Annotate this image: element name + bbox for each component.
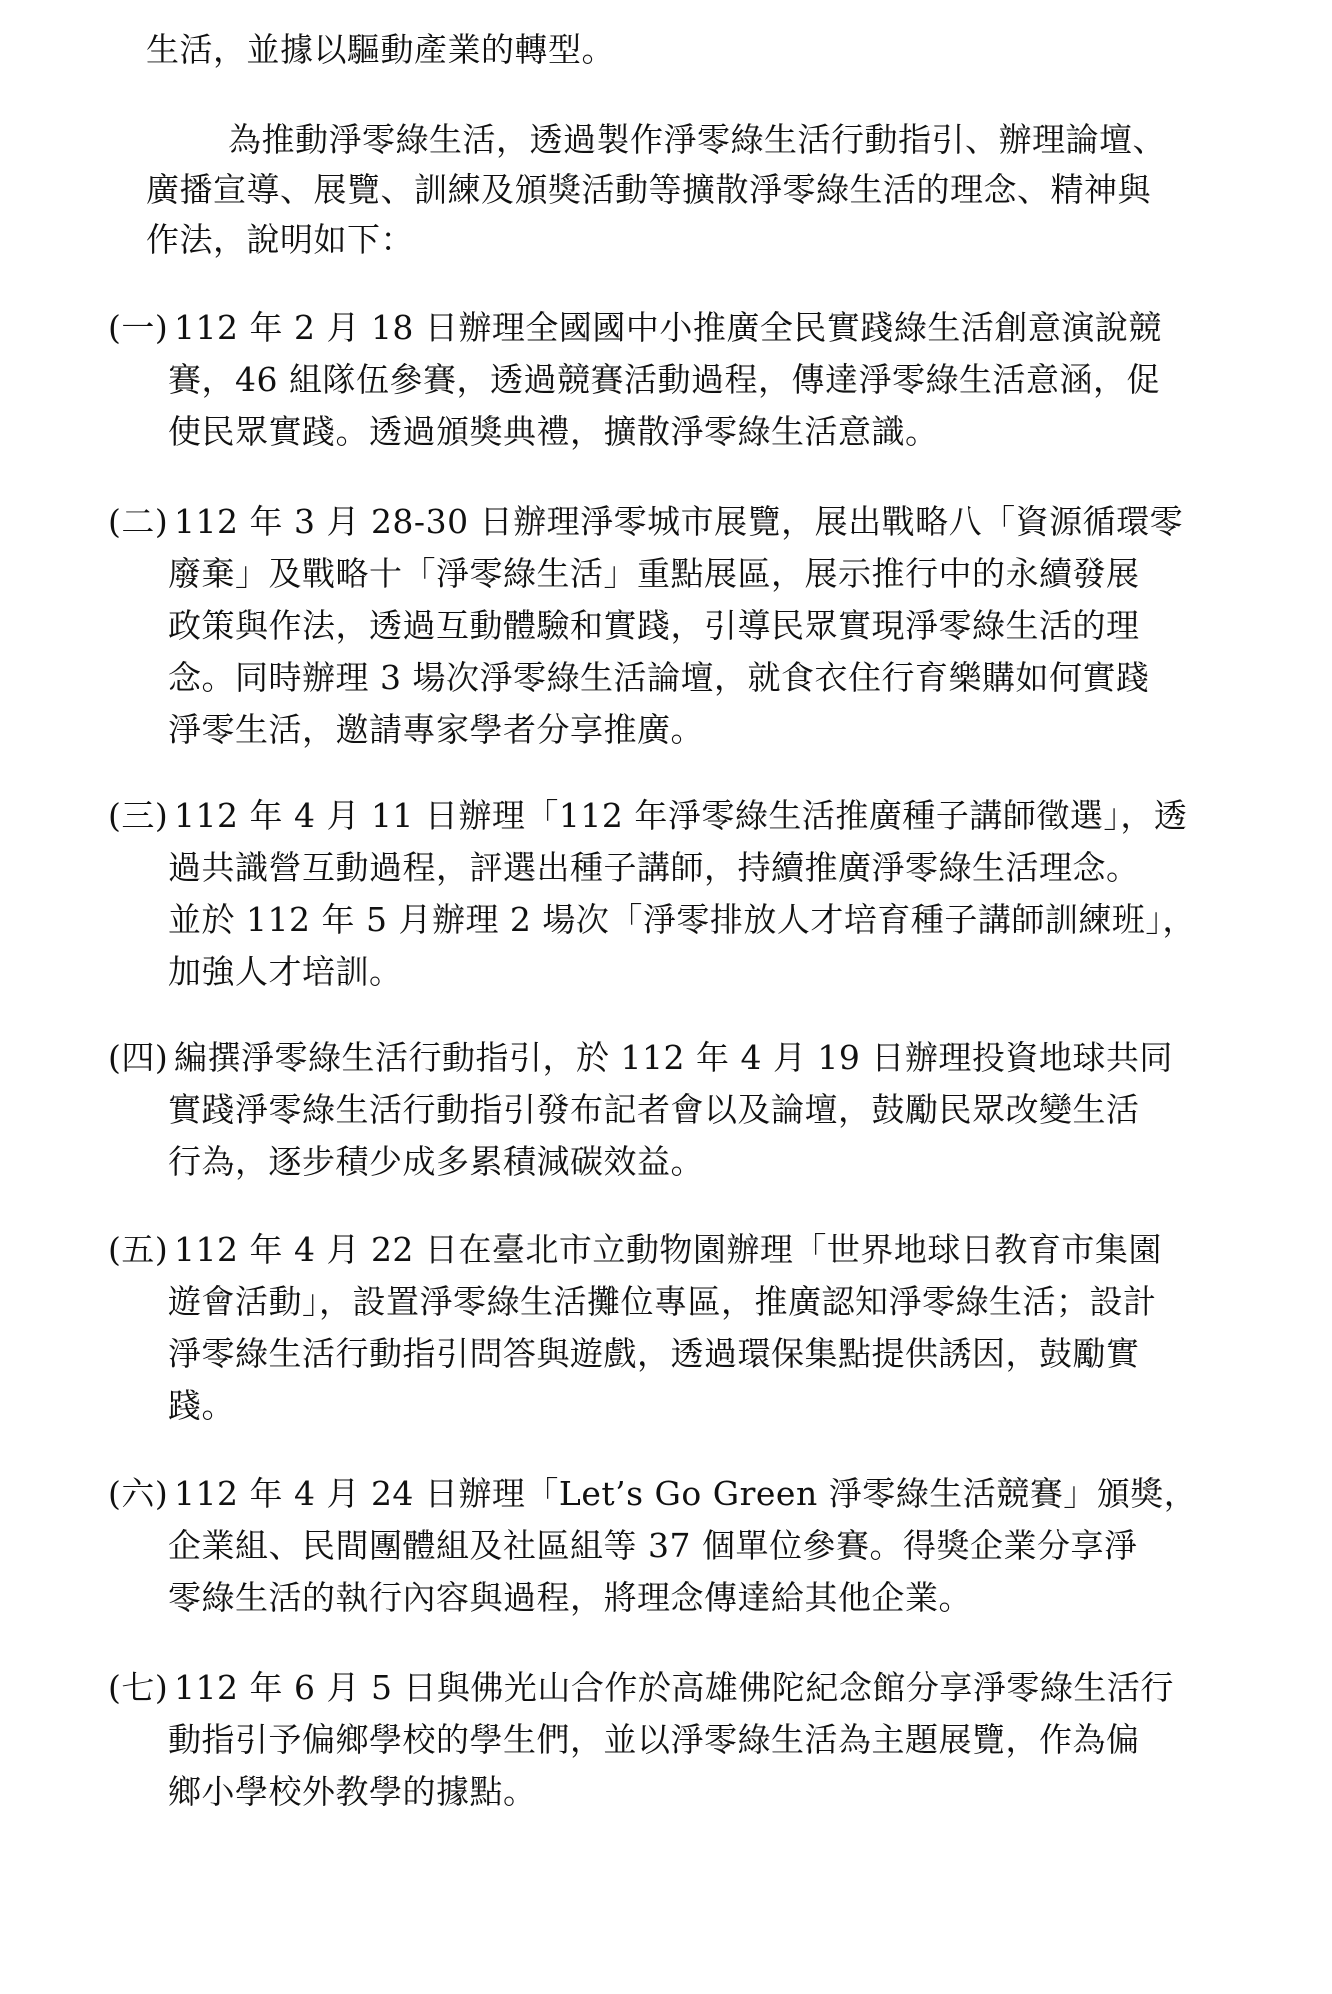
item-text-line: 淨零生活，邀請專家學者分享推廣。 xyxy=(168,710,704,749)
item-text-line: 行為，逐步積少成多累積減碳效益。 xyxy=(168,1142,704,1181)
item-text-line: 實踐淨零綠生活行動指引發布記者會以及論壇，鼓勵民眾改變生活 xyxy=(168,1090,1140,1129)
item-text-line: 企業組、民間團體組及社區組等 37 個單位參賽。得獎企業分享淨 xyxy=(168,1526,1138,1565)
item-marker: (六) xyxy=(108,1474,169,1513)
item-text-line: 112 年 4 月 24 日辦理「Let’s Go Green 淨零綠生活競賽」頒獎， xyxy=(174,1474,1198,1513)
item-marker: (一) xyxy=(108,308,169,347)
item-text-line: 鄉小學校外教學的據點。 xyxy=(168,1772,537,1811)
item-text-line: 賽，46 組隊伍參賽，透過競賽活動過程，傳達淨零綠生活意涵，促 xyxy=(168,360,1160,399)
item-text-line: 零綠生活的執行內容與過程，將理念傳達給其他企業。 xyxy=(168,1578,972,1617)
item-text-line: 加強人才培訓。 xyxy=(168,952,403,991)
intro-paragraph-line: 為推動淨零綠生活，透過製作淨零綠生活行動指引、辦理論壇、 xyxy=(228,120,1166,159)
item-text-line: 念。同時辦理 3 場次淨零綠生活論壇，就食衣住行育樂購如何實踐 xyxy=(168,658,1150,697)
item-marker: (三) xyxy=(108,796,169,835)
item-text-line: 使民眾實踐。透過頒獎典禮，擴散淨零綠生活意識。 xyxy=(168,412,939,451)
item-marker: (二) xyxy=(108,502,169,541)
item-text-line: 並於 112 年 5 月辦理 2 場次「淨零排放人才培育種子講師訓練班」， xyxy=(168,900,1196,939)
item-text-line: 淨零綠生活行動指引問答與遊戲，透過環保集點提供誘因，鼓勵實 xyxy=(168,1334,1140,1373)
item-marker: (四) xyxy=(108,1038,169,1077)
intro-paragraph-line: 廣播宣導、展覽、訓練及頒獎活動等擴散淨零綠生活的理念、精神與 xyxy=(146,170,1151,209)
item-text-line: 遊會活動」，設置淨零綠生活攤位專區，推廣認知淨零綠生活；設計 xyxy=(168,1282,1157,1321)
item-text-line: 112 年 2 月 18 日辦理全國國中小推廣全民實踐綠生活創意演說競 xyxy=(174,308,1162,347)
item-text-line: 政策與作法，透過互動體驗和實踐，引導民眾實現淨零綠生活的理 xyxy=(168,606,1140,645)
item-text-line: 112 年 6 月 5 日與佛光山合作於高雄佛陀紀念館分享淨零綠生活行 xyxy=(174,1668,1174,1707)
item-text-line: 112 年 3 月 28-30 日辦理淨零城市展覽，展出戰略八「資源循環零 xyxy=(174,502,1184,541)
item-text-line: 112 年 4 月 11 日辦理「112 年淨零綠生活推廣種子講師徵選」，透 xyxy=(174,796,1188,835)
intro-tail-line: 生活，並據以驅動產業的轉型。 xyxy=(146,30,615,69)
item-marker: (七) xyxy=(108,1668,169,1707)
item-marker: (五) xyxy=(108,1230,169,1269)
item-text-line: 廢棄」及戰略十「淨零綠生活」重點展區，展示推行中的永續發展 xyxy=(168,554,1140,593)
item-text-line: 112 年 4 月 22 日在臺北市立動物園辦理「世界地球日教育市集園 xyxy=(174,1230,1162,1269)
item-text-line: 踐。 xyxy=(168,1386,235,1425)
item-text-line: 過共識營互動過程，評選出種子講師，持續推廣淨零綠生活理念。 xyxy=(168,848,1140,887)
item-text-line: 編撰淨零綠生活行動指引，於 112 年 4 月 19 日辦理投資地球共同 xyxy=(174,1038,1173,1077)
intro-paragraph-line: 作法，說明如下： xyxy=(146,220,414,259)
item-text-line: 動指引予偏鄉學校的學生們，並以淨零綠生活為主題展覽，作為偏 xyxy=(168,1720,1140,1759)
